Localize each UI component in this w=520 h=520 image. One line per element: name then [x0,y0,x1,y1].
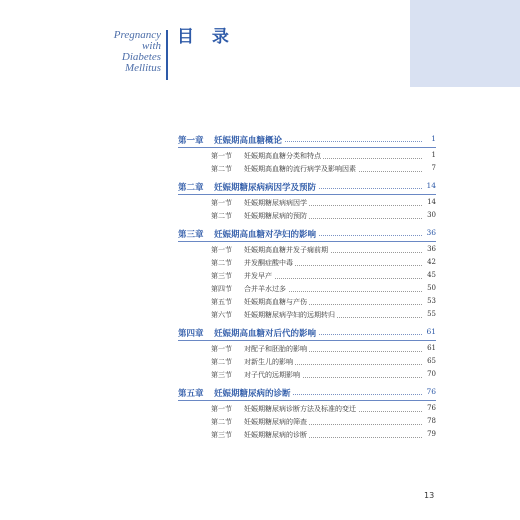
section-number: 第三节 [211,431,232,439]
section-page: 1 [431,151,436,159]
section-page: 79 [427,430,436,438]
table-of-contents [178,134,436,442]
section-number: 第三节 [211,371,232,379]
section-number: 第一节 [211,246,232,254]
toc-chapter[interactable] [178,387,436,403]
toc-section[interactable] [178,403,436,416]
toc-section[interactable] [178,283,436,296]
chapter-rule [178,340,436,341]
toc-section[interactable] [178,416,436,429]
chapter-number: 第三章 [178,230,204,240]
page-title: 目 录 [177,27,235,47]
toc-chapter[interactable] [178,327,436,343]
section-page: 65 [427,357,436,365]
chapter-page: 61 [426,327,436,336]
section-number: 第六节 [211,311,232,319]
section-page: 76 [427,404,436,412]
section-title: 妊娠期高血糖分类和特点 [244,152,321,160]
toc-section[interactable] [178,197,436,210]
toc-section[interactable] [178,343,436,356]
section-page: 55 [427,310,436,318]
toc-section[interactable] [178,356,436,369]
section-title: 妊娠期糖尿病病因学 [244,199,307,207]
chapter-page: 1 [431,134,436,143]
section-page: 42 [427,258,436,266]
section-number: 第二节 [211,165,232,173]
toc-section[interactable] [178,369,436,382]
toc-section[interactable] [178,163,436,176]
section-number: 第五节 [211,298,232,306]
chapter-number: 第二章 [178,183,204,193]
chapter-number: 第一章 [178,136,204,146]
toc-section[interactable] [178,150,436,163]
toc-chapter[interactable] [178,134,436,150]
toc-section[interactable] [178,244,436,257]
section-page: 14 [427,198,436,206]
section-title: 妊娠期糖尿病诊断方法及标准的变迁 [244,405,356,413]
section-page: 7 [431,164,436,172]
toc-section[interactable] [178,257,436,270]
toc-section[interactable] [178,270,436,283]
section-number: 第二节 [211,418,232,426]
chapter-rule [178,400,436,401]
section-title: 妊娠期糖尿病的预防 [244,212,307,220]
section-title: 妊娠期高血糖的流行病学及影响因素 [244,165,356,173]
chapter-title: 妊娠期糖尿病的诊断 [214,389,291,399]
english-title-line: with [142,40,161,52]
english-title-line: Pregnancy [113,29,161,41]
section-page: 45 [427,271,436,279]
section-number: 第一节 [211,345,232,353]
title-divider [166,30,168,80]
chapter-title: 妊娠期高血糖对孕妇的影响 [214,230,317,240]
toc-section[interactable] [178,429,436,442]
section-page: 78 [427,417,436,425]
section-title: 对配子和胚胎的影响 [244,345,307,353]
chapter-title: 妊娠期高血糖概论 [214,136,283,146]
corner-color-block [410,0,520,87]
section-number: 第二节 [211,358,232,366]
section-number: 第二节 [211,259,232,267]
section-title: 并发早产 [244,272,272,280]
toc-chapter[interactable] [178,228,436,244]
section-title: 对子代的远期影响 [244,371,300,379]
section-number: 第二节 [211,212,232,220]
section-page: 50 [427,284,436,292]
toc-section[interactable] [178,296,436,309]
section-title: 妊娠期糖尿病孕妇的远期转归 [244,311,335,319]
section-number: 第四节 [211,285,232,293]
section-number: 第一节 [211,199,232,207]
section-title: 妊娠期高血糖并发子痫前期 [244,246,328,254]
toc-section[interactable] [178,210,436,223]
section-title: 妊娠期糖尿病的筛查 [244,418,307,426]
chapter-page: 76 [426,387,436,396]
section-page: 30 [427,211,436,219]
chapter-number: 第四章 [178,329,204,339]
section-page: 61 [427,344,436,352]
chapter-rule [178,241,436,242]
english-title-line: Mellitus [124,62,161,74]
section-page: 36 [427,245,436,253]
section-number: 第三节 [211,272,232,280]
chapter-page: 14 [426,181,436,190]
toc-chapter[interactable] [178,181,436,197]
section-title: 对新生儿的影响 [244,358,293,366]
chapter-page: 36 [426,228,436,237]
section-number: 第一节 [211,405,232,413]
section-number: 第一节 [211,152,232,160]
section-title: 并发酮症酸中毒 [244,259,293,267]
section-title: 妊娠期高血糖与产伤 [244,298,307,306]
section-page: 53 [427,297,436,305]
toc-section[interactable] [178,309,436,322]
page-number: 13 [424,491,435,500]
section-page: 70 [427,370,436,378]
book-english-title [103,30,161,74]
section-title: 妊娠期糖尿病的诊断 [244,431,307,439]
english-title-line: Diabetes [121,51,161,63]
chapter-number: 第五章 [178,389,204,399]
chapter-title: 妊娠期糖尿病病因学及预防 [214,183,317,193]
chapter-title: 妊娠期高血糖对后代的影响 [214,329,317,339]
chapter-rule [178,194,436,195]
section-title: 合并羊水过多 [244,285,286,293]
chapter-rule [178,147,436,148]
